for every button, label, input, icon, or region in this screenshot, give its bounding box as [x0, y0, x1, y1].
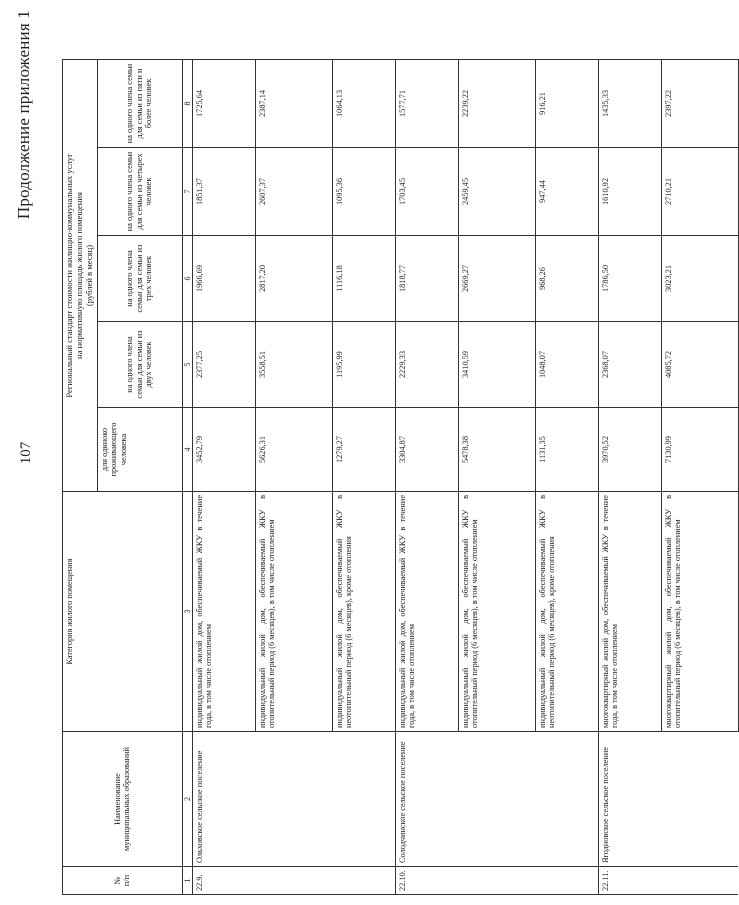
- row-municipality: [332, 732, 395, 867]
- value-three: 1818,77: [395, 236, 458, 322]
- value-single: 1131,35: [535, 408, 598, 492]
- row-category: индивидуальный жилой дом, обеспечиваемый ЖКУ в неотопительный период (6 месяцев), кроме отопления: [535, 492, 598, 732]
- value-three: 1966,69: [192, 236, 255, 322]
- subheader-five: на одного члена семьи для семьи из пяти и более человек: [97, 59, 182, 147]
- row-category: многоквартирный жилой дом, обеспечиваемый ЖКУ в отопительный период (6 месяцев), в том числе отоплением: [661, 492, 738, 732]
- row-category: индивидуальный жилой дом, обеспечиваемый ЖКУ в течение года, в том числе отоплением: [192, 492, 255, 732]
- value-three: 2669,27: [458, 236, 535, 322]
- page-number: 107: [18, 441, 34, 465]
- value-five: 1064,13: [332, 59, 395, 147]
- table-row: [332, 59, 395, 894]
- subheader-four: на одного члена семьи для семьи из четырех человек: [97, 148, 182, 236]
- standards-table: [62, 59, 739, 895]
- row-no: [661, 867, 738, 895]
- col-number: 6: [182, 236, 192, 322]
- value-single: 5478,38: [458, 408, 535, 492]
- value-five: 1725,64: [192, 59, 255, 147]
- value-two: 3558,51: [255, 322, 332, 408]
- header-municipality: Наименование муниципальных образований: [63, 732, 183, 867]
- row-no: [458, 867, 535, 895]
- value-four: 1851,37: [192, 148, 255, 236]
- table-row: [535, 59, 598, 894]
- col-number: 4: [182, 408, 192, 492]
- header-no: № п/п: [63, 867, 183, 895]
- value-three: 968,26: [535, 236, 598, 322]
- value-single: 7130,99: [661, 408, 738, 492]
- value-five: 916,21: [535, 59, 598, 147]
- value-five: 1435,33: [598, 59, 661, 147]
- table-row: [395, 59, 458, 894]
- value-five: 2387,14: [255, 59, 332, 147]
- row-category: индивидуальный жилой дом, обеспечиваемый ЖКУ в неотопительный период (6 месяцев), кроме отопления: [332, 492, 395, 732]
- value-five: 2397,22: [661, 59, 738, 147]
- row-no: [255, 867, 332, 895]
- row-municipality: Солодчинское сельское поселение: [395, 732, 458, 867]
- value-four: 2607,37: [255, 148, 332, 236]
- value-two: 2368,07: [598, 322, 661, 408]
- value-four: 947,44: [535, 148, 598, 236]
- col-number: 2: [182, 732, 192, 867]
- value-five: 1577,71: [395, 59, 458, 147]
- value-four: 1095,36: [332, 148, 395, 236]
- subheader-three: на одного члена семьи для семьи из трех человек: [97, 236, 182, 322]
- value-four: 1610,92: [598, 148, 661, 236]
- row-municipality: Ольховское сельское поселение: [192, 732, 255, 867]
- row-municipality: [661, 732, 738, 867]
- subheader-single: для одиноко проживающего человека: [97, 408, 182, 492]
- row-category: индивидуальный жилой дом, обеспечиваемый ЖКУ в течение года, в том числе отоплением: [395, 492, 458, 732]
- row-no: [535, 867, 598, 895]
- value-single: 3970,52: [598, 408, 661, 492]
- subheader-two: на одного члена семьи для семьи из двух человек: [97, 322, 182, 408]
- table-row: [458, 59, 535, 894]
- col-number: 8: [182, 59, 192, 147]
- value-four: 1703,45: [395, 148, 458, 236]
- value-three: 3023,21: [661, 236, 738, 322]
- row-no: 22.10.: [395, 867, 458, 895]
- col-number: 1: [182, 867, 192, 895]
- value-four: 2710,21: [661, 148, 738, 236]
- row-category: индивидуальный жилой дом, обеспечиваемый ЖКУ в отопительный период (6 месяцев), в том числе отоплением: [458, 492, 535, 732]
- row-no: 22.9.: [192, 867, 255, 895]
- value-single: 3452,79: [192, 408, 255, 492]
- value-three: 2817,20: [255, 236, 332, 322]
- row-no: [332, 867, 395, 895]
- row-category: индивидуальный жилой дом, обеспечиваемый ЖКУ в отопительный период (6 месяцев), в том числе отоплением: [255, 492, 332, 732]
- value-three: 1786,50: [598, 236, 661, 322]
- header-category: Категория жилого помещения: [63, 492, 183, 732]
- row-municipality: [458, 732, 535, 867]
- row-no: 22.11.: [598, 867, 661, 895]
- appendix-title: Продолжение приложения 1: [14, 10, 33, 220]
- value-single: 1279,27: [332, 408, 395, 492]
- row-municipality: [535, 732, 598, 867]
- header-standard: Региональный стандарт стоимости жилищно-коммунальных услуг на нормативную площадь жилого помещения (рублей в месяц): [63, 59, 98, 491]
- table-row: [255, 59, 332, 894]
- value-single: 3304,87: [395, 408, 458, 492]
- value-two: 2229,33: [395, 322, 458, 408]
- value-two: 4085,72: [661, 322, 738, 408]
- value-two: 1048,07: [535, 322, 598, 408]
- col-number: 3: [182, 492, 192, 732]
- row-municipality: Ягодновское сельское поселение: [598, 732, 661, 867]
- value-four: 2459,45: [458, 148, 535, 236]
- row-municipality: [255, 732, 332, 867]
- table-row: [192, 59, 255, 894]
- value-two: 1195,99: [332, 322, 395, 408]
- value-three: 1116,18: [332, 236, 395, 322]
- value-two: 2377,25: [192, 322, 255, 408]
- value-single: 5626,31: [255, 408, 332, 492]
- value-five: 2239,22: [458, 59, 535, 147]
- table-row: [598, 59, 661, 894]
- col-number: 5: [182, 322, 192, 408]
- table-row: [661, 59, 738, 894]
- value-two: 3410,59: [458, 322, 535, 408]
- row-category: многоквартирный жилой дом, обеспечиваемый ЖКУ в течение года, в том числе отоплением: [598, 492, 661, 732]
- col-number: 7: [182, 148, 192, 236]
